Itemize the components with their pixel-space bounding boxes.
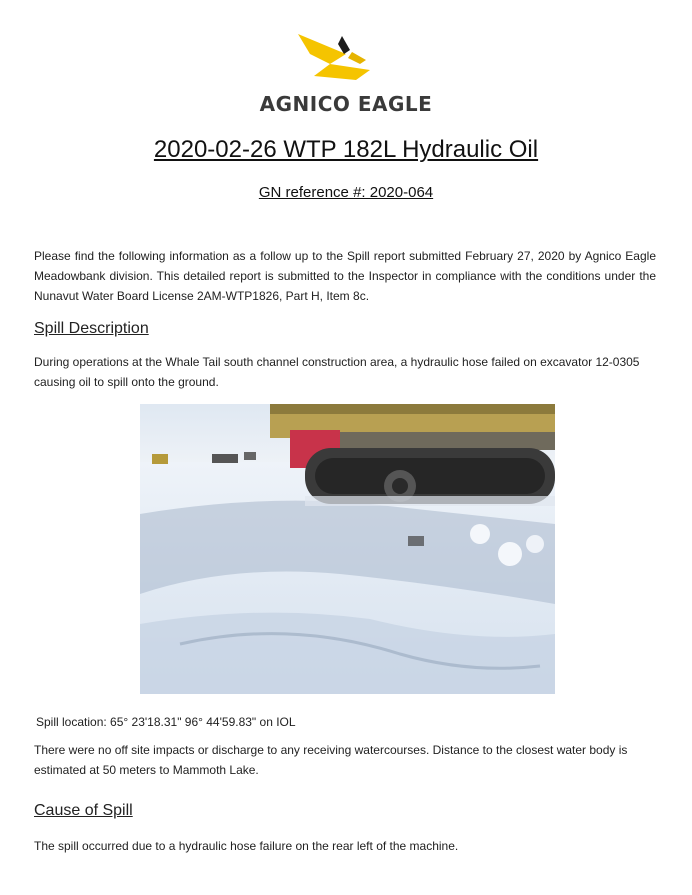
- cause-text: The spill occurred due to a hydraulic hose failure on the rear left of the machine.: [34, 839, 459, 853]
- page-title: 2020-02-26 WTP 182L Hydraulic Oil: [153, 136, 539, 163]
- spill-location: Spill location: 65° 23'18.31" 96° 44'59.83" on IOL: [36, 715, 296, 729]
- gn-reference: GN reference #: 2020-064: [258, 184, 434, 201]
- spill-description-heading: Spill Description: [34, 320, 149, 337]
- cause-heading: Cause of Spill: [34, 802, 133, 819]
- brand-name: AGNICO EAGLE: [259, 92, 433, 116]
- intro-paragraph: Please find the following information as a follow up to the Spill report submitted February 27, 2020 by Agnico Eagle Meadowbank division. This detailed report is submitted to the Inspector in compliance with the conditions under the Nunavut Water Board License 2AM-WTP1826, Part H, Item 8c.: [34, 249, 656, 303]
- spill-description-text: During operations at the Whale Tail south channel construction area, a hydraulic hose failed on excavator 12-0305 causing oil to spill onto the ground.: [34, 355, 640, 389]
- eagle-logo-icon: [290, 30, 380, 86]
- impact-paragraph: There were no off site impacts or discharge to any receiving watercourses. Distance to the closest water body is estimated at 50 meters to Mammoth Lake.: [34, 743, 628, 777]
- spill-site-photo: [140, 404, 555, 694]
